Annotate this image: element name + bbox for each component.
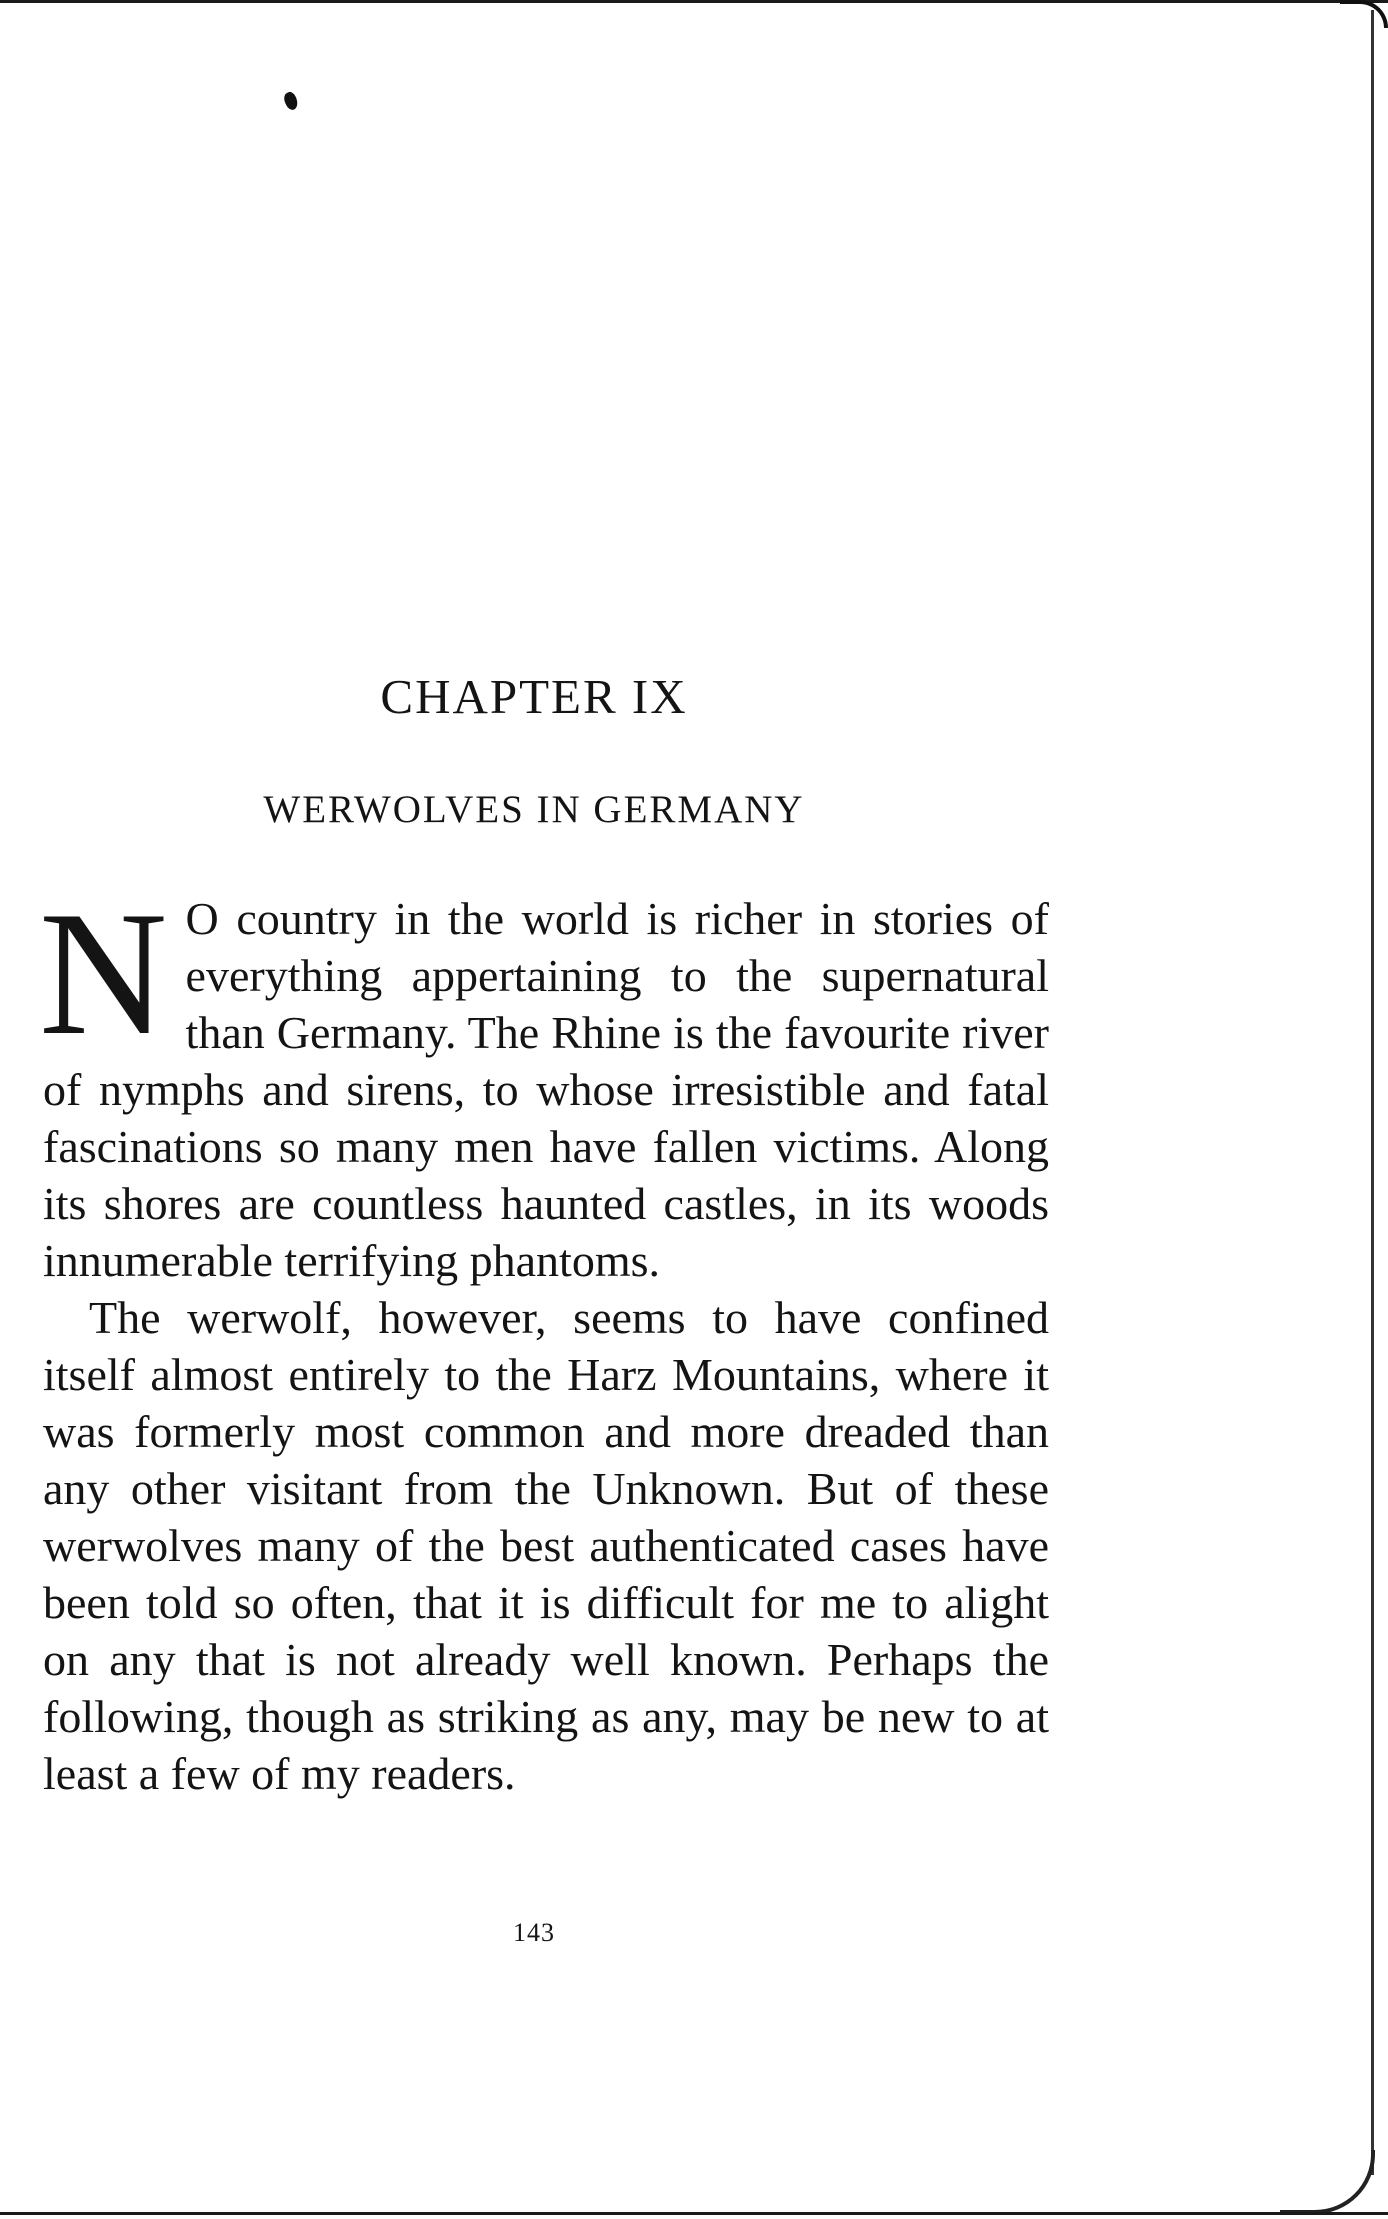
page-number: 143 bbox=[513, 1918, 555, 1947]
page-edge-bottom bbox=[0, 2212, 1388, 2215]
body-text bbox=[39, 874, 1049, 1802]
ink-speck bbox=[282, 90, 300, 111]
paragraph-2: The werwolf, however, seems to have confined itself almost entirely to the Harz Mountains, where it was formerly most common and more dreaded than any other visitant from the Unknown. But of these werwolves many of the best authenticated cases have been told so often, that it is difficult for me to alight on any that is not already well known. Perhaps the following, though as striking as any, may be new to at least a few of my readers. bbox=[43, 1292, 1049, 1799]
drop-cap: N bbox=[39, 874, 168, 1072]
page-corner-bottom-right bbox=[1280, 2150, 1375, 2214]
page-edge-right bbox=[1371, 10, 1374, 2175]
paragraph-1-text: O country in the world is richer in stories of everything appertaining to the supernatural than Germany. The Rhine is the favourite river of nymphs and sirens, to whose irresistible and fatal fascinations so many men have fallen victims. Along its shores are countless haunted castles, in its woods innumerable terrifying phantoms. bbox=[43, 893, 1049, 1286]
paragraph-1 bbox=[39, 874, 1049, 1289]
chapter-heading: CHAPTER IX bbox=[380, 669, 688, 724]
page-corner-top-right bbox=[1340, 0, 1388, 28]
chapter-title: WERWOLVES IN GERMANY bbox=[263, 788, 805, 831]
page-edge-top bbox=[0, 0, 1388, 3]
